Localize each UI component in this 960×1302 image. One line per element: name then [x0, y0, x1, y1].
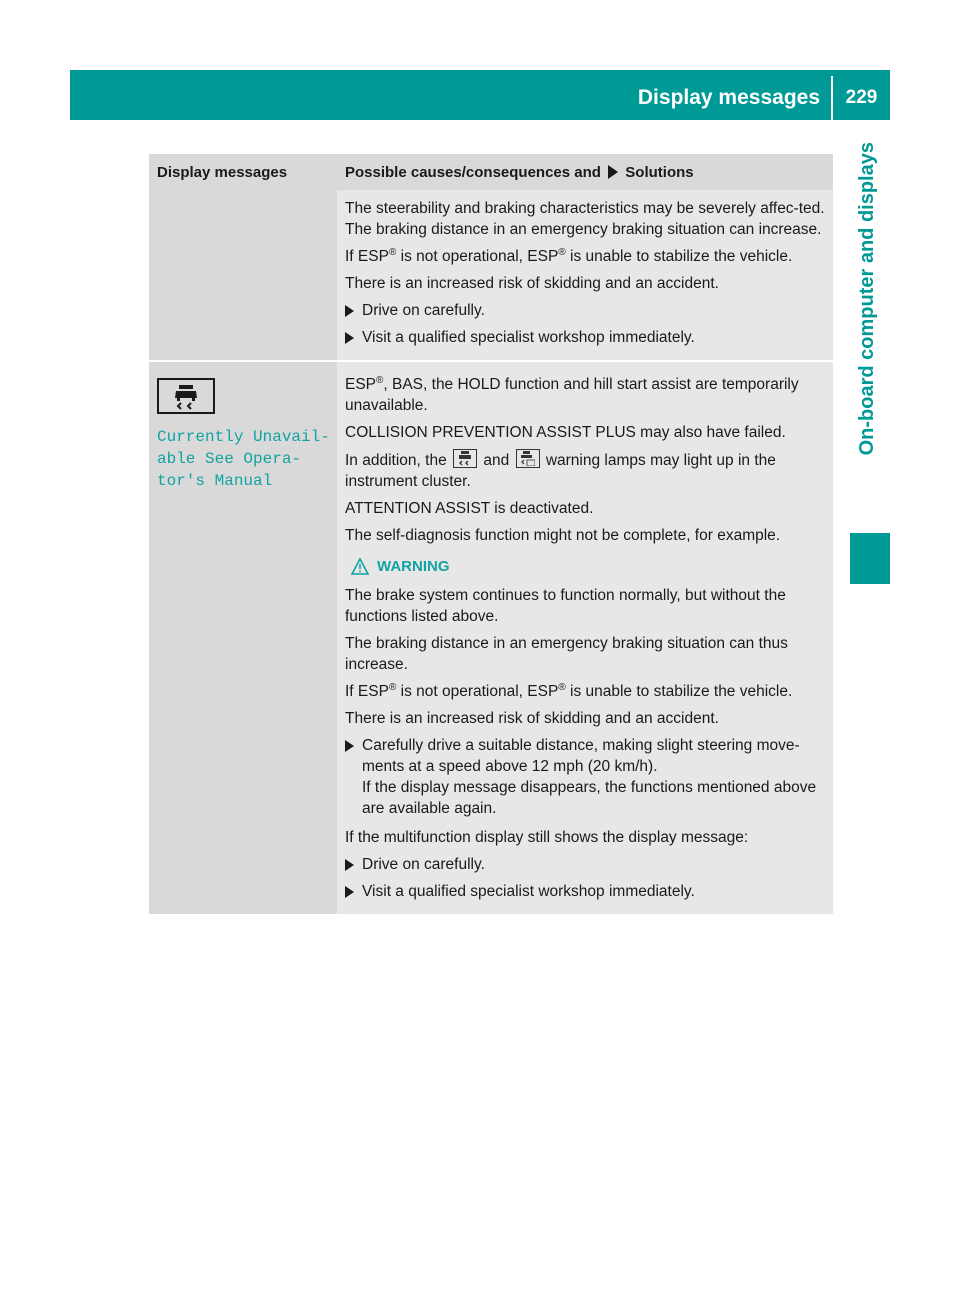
- text-paragraph: COLLISION PREVENTION ASSIST PLUS may also have failed.: [345, 424, 786, 441]
- esp-off-icon: [516, 449, 540, 468]
- display-message-text: Currently Unavail‐ able See Opera‐ tor's Manual: [157, 428, 330, 490]
- col-header-causes: [337, 154, 833, 190]
- bullet-arrow-icon: [345, 886, 354, 898]
- list-item: Drive on carefully.: [345, 854, 827, 875]
- warning-heading: [345, 556, 827, 577]
- solution-cell: [337, 361, 833, 914]
- bullet-arrow-icon: [345, 740, 354, 752]
- list-item: Carefully drive a suitable distance, making slight steering move-ments at a speed above 12 mph (20 km/h). If the display message disappears, the functions mentioned above are available again.: [345, 735, 827, 819]
- col-header-causes-suffix: Solutions: [625, 163, 694, 181]
- list-item: Drive on carefully.: [345, 300, 827, 321]
- side-chapter-text: On-board computer and displays: [856, 142, 878, 456]
- display-message-cell: [149, 361, 337, 914]
- display-message-cell: [149, 190, 337, 361]
- display-messages-table: [149, 154, 833, 914]
- section-title: Display messages: [637, 86, 820, 109]
- bullet-arrow-icon: [345, 332, 354, 344]
- side-chapter-label: [838, 142, 890, 552]
- esp-skid-car-icon: [157, 378, 215, 414]
- bullet-arrow-icon: [345, 305, 354, 317]
- text-paragraph: If ESP® is not operational, ESP® is unable to stabilize the vehicle.: [345, 246, 793, 265]
- text-paragraph: In addition, the and warning lamps may light up in the instrument cluster.: [345, 449, 827, 492]
- list-item: Visit a qualified specialist workshop immediately.: [345, 327, 827, 348]
- solution-cell: [337, 190, 833, 361]
- text-paragraph: There is an increased risk of skidding and an accident.: [345, 275, 719, 292]
- list-item: Visit a qualified specialist workshop immediately.: [345, 881, 827, 902]
- table-header-row: [149, 154, 833, 190]
- header-bar: [70, 70, 890, 120]
- text-paragraph: The self-diagnosis function might not be complete, for example.: [345, 527, 781, 544]
- chapter-tab-marker: [850, 533, 890, 584]
- bullet-arrow-icon: [345, 859, 354, 871]
- table-row: [149, 190, 833, 361]
- text-paragraph: There is an increased risk of skidding and an accident.: [345, 710, 719, 727]
- esp-skid-car-icon: [453, 449, 477, 468]
- text-paragraph: If the multifunction display still shows the display message:: [345, 829, 749, 846]
- text-paragraph: The brake system continues to function normally, but without the functions listed above.: [345, 587, 786, 625]
- text-paragraph: The braking distance in an emergency braking situation can thus increase.: [345, 635, 788, 673]
- warning-triangle-icon: [351, 558, 369, 575]
- table-row: [149, 361, 833, 914]
- arrow-right-icon: [607, 165, 619, 179]
- page-number: 229: [845, 87, 878, 108]
- text-paragraph: The steerability and braking characteristics may be severely affec-ted. The braking distance in an emergency braking situation can increase.: [345, 200, 825, 238]
- col-header-display-messages: Display messages: [149, 154, 337, 190]
- text-paragraph: ESP®, BAS, the HOLD function and hill start assist are temporarily unavailable.: [345, 374, 799, 414]
- text-paragraph: ATTENTION ASSIST is deactivated.: [345, 500, 594, 517]
- warning-label: WARNING: [377, 558, 450, 575]
- text-paragraph: If ESP® is not operational, ESP® is unable to stabilize the vehicle.: [345, 681, 793, 700]
- col-header-causes-prefix: Possible causes/consequences and: [345, 163, 601, 181]
